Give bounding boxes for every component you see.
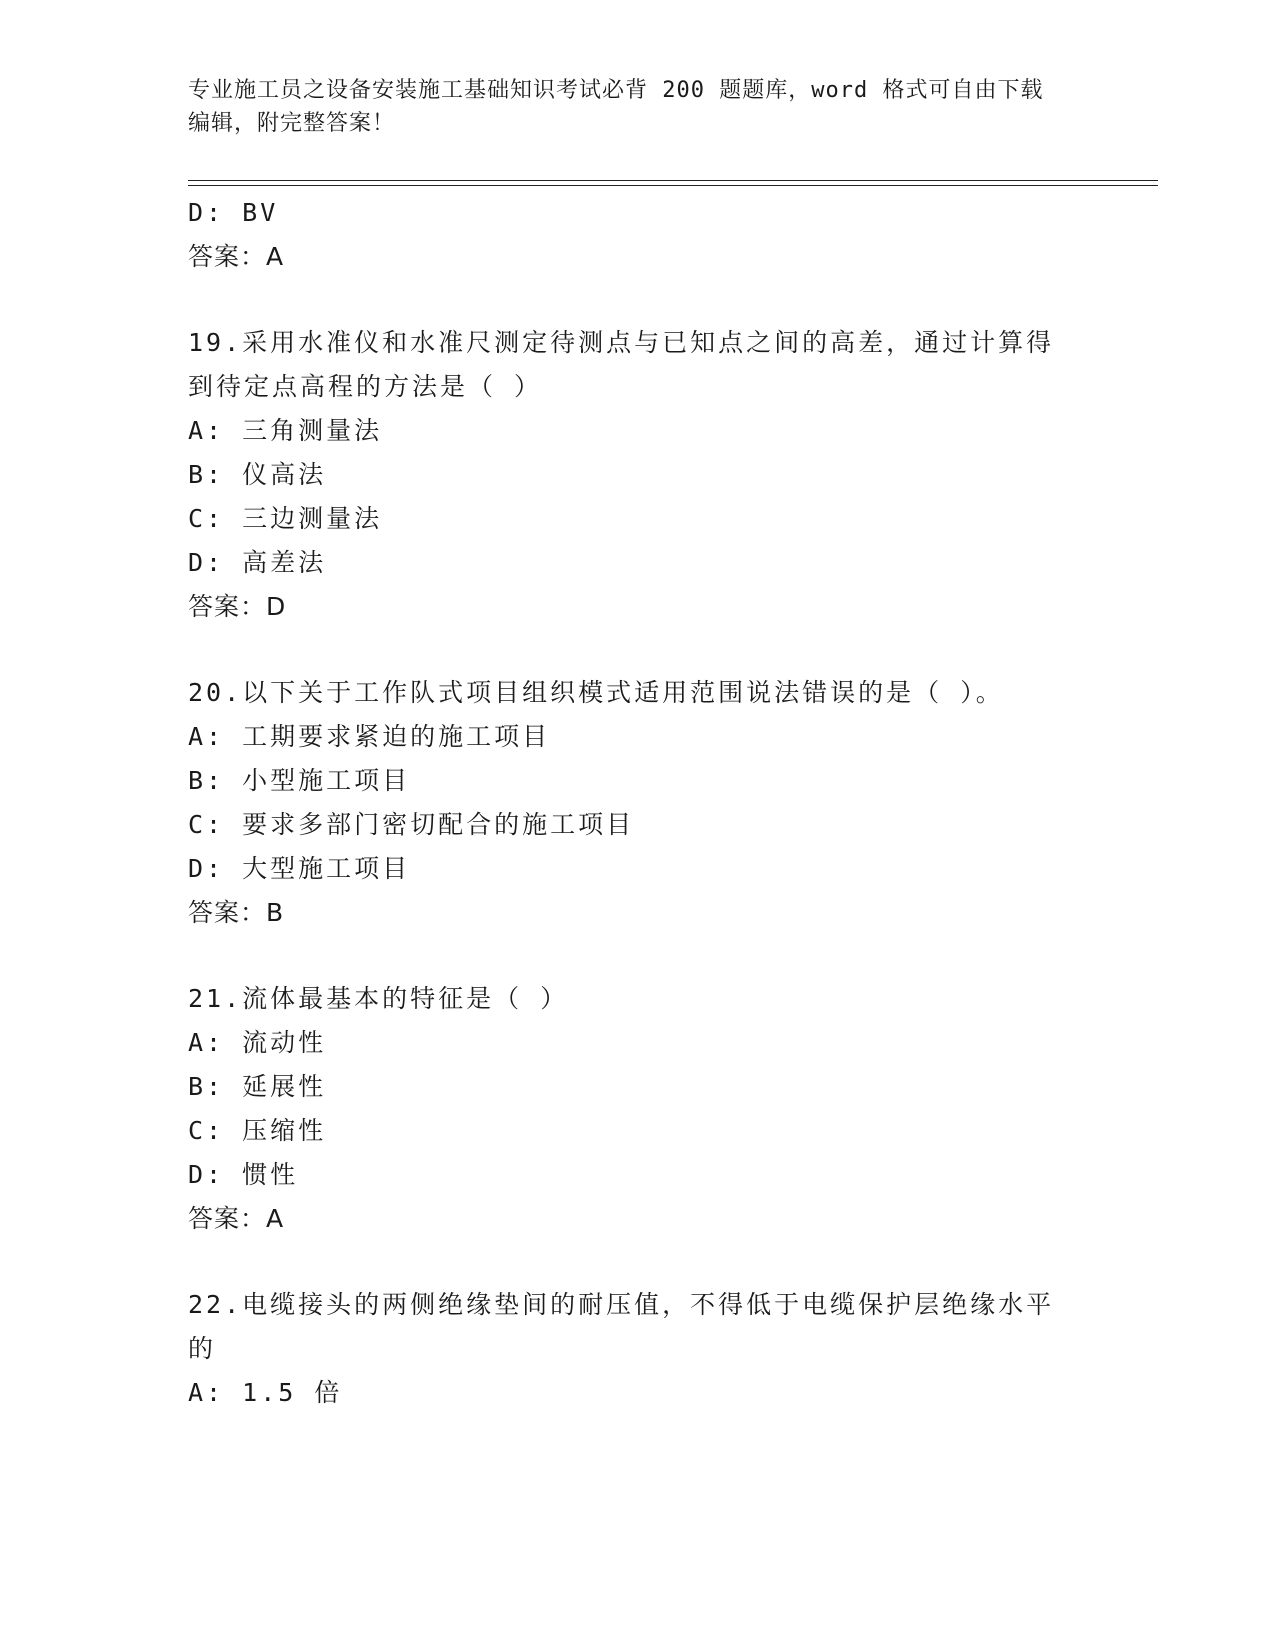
- header-title-line-1: 专业施工员之设备安装施工基础知识考试必背 200 题题库，word 格式可自由下载: [188, 78, 1044, 103]
- q22-option-a: A: 1.5 倍: [188, 1378, 343, 1407]
- q21-option-c: C: 压缩性: [188, 1116, 327, 1145]
- header-title-line-2: 编辑，附完整答案！: [188, 111, 396, 136]
- q20-option-a: A: 工期要求紧迫的施工项目: [188, 722, 551, 751]
- q19-answer: 答案：D: [188, 592, 287, 621]
- q19-stem-line-1: 19.采用水准仪和水准尺测定待测点与已知点之间的高差，通过计算得: [188, 328, 1055, 357]
- q19-option-b: B: 仪高法: [188, 460, 327, 489]
- prev-option-d: D: BV: [188, 198, 279, 227]
- q21-stem-line-1: 21.流体最基本的特征是（ ）: [188, 984, 569, 1013]
- header-divider-top: [188, 180, 1158, 181]
- prev-answer: 答案：A: [188, 242, 285, 271]
- header-divider-bottom: [188, 185, 1158, 186]
- q21-option-b: B: 延展性: [188, 1072, 327, 1101]
- q21-option-a: A: 流动性: [188, 1028, 327, 1057]
- q19-stem-line-2: 到待定点高程的方法是（ ）: [188, 372, 543, 401]
- q20-option-b: B: 小型施工项目: [188, 766, 411, 795]
- document-header: [188, 74, 1088, 140]
- q19-option-d: D: 高差法: [188, 548, 327, 577]
- q19-option-a: A: 三角测量法: [188, 416, 383, 445]
- q21-option-d: D: 惯性: [188, 1160, 299, 1189]
- q20-option-d: D: 大型施工项目: [188, 854, 411, 883]
- q20-answer: 答案：B: [188, 898, 285, 927]
- q19-option-c: C: 三边测量法: [188, 504, 383, 533]
- q20-stem-line-1: 20.以下关于工作队式项目组织模式适用范围说法错误的是（ ）。: [188, 678, 1004, 707]
- q20-option-c: C: 要求多部门密切配合的施工项目: [188, 810, 635, 839]
- q22-stem-line-1: 22.电缆接头的两侧绝缘垫间的耐压值，不得低于电缆保护层绝缘水平: [188, 1290, 1055, 1319]
- q22-stem-line-2: 的: [188, 1334, 217, 1363]
- q21-answer: 答案：A: [188, 1204, 285, 1233]
